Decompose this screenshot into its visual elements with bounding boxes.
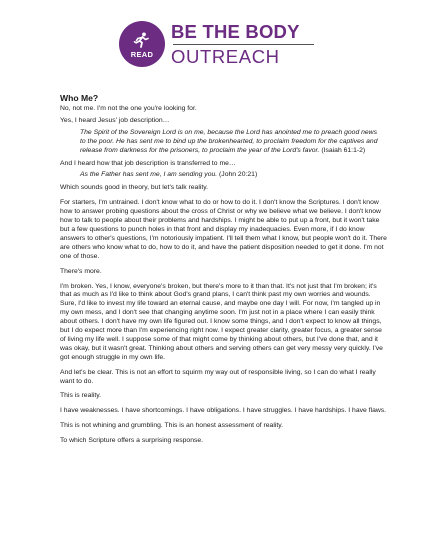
document-body (60, 93, 388, 452)
paragraph: I'm broken. Yes, I know, everyone's broken, but there's more to it than that. It's not just that I'm broken; it's that as much as I'd like to think about God's grand plans, I can't think past my own worries and wounds. Sure, I'd like to invest my life toward an eternal cause, and maybe one day I will. For now, I'm tangled up in my own mess, and I don't see that changing anytime soon. I'm just not in a place where I can easily think about others. I don't have my own life figured out. I know some things, and I don't expect to know all things, but I do expect more than I'm experiencing right now. I expect greater clarity, greater focus, a greater sense of living my life well. I suppose some of that might come by thinking about others, but I've done that, and it was okay, but it wasn't great. Thinking about others and serving others can get very messy very quickly. I've got enough struggle in my own life. (60, 282, 383, 361)
running-person-icon (133, 30, 151, 48)
paragraph: Which sounds good in theory, but let's talk reality. (60, 184, 209, 192)
scripture-quote (80, 129, 380, 156)
paragraph: I have weaknesses. I have shortcomings. I have obligations. I have struggles. I have hardships. I have flaws. (60, 407, 387, 415)
paragraph: And let's be clear. This is not an effort to squirm my way out of responsible living, so I can do what I really want to do. (60, 368, 376, 385)
paragraph: For starters, I'm untrained. I don't know what to do or how to do it. I don't know the Scriptures. I don't know how to answer probing questions about the cross of Christ or why we believe what we believe. I don't know how to talk to people about their problems and hardships. I might be able to put up a front, but it won't take but a few questions to punch holes in that front and display my inadequacies. Even more, if I do know answers to other's questions, I'm notoriously impatient. I'll tell them what I know, but people won't do it. There are others who know what to do, how to do it, and have the patient disposition needed to get it done. I'm not one of those. (60, 199, 387, 260)
badge-label: READ (130, 49, 154, 59)
paragraph: Yes, I heard Jesus' job description… (60, 116, 170, 124)
brand-subtitle: OUTREACH (171, 46, 280, 67)
page-title: Who Me? (60, 93, 99, 103)
quote-text: As the Father has sent me, I am sending you. (80, 171, 218, 179)
read-badge (119, 21, 165, 67)
brand-title: BE THE BODY (171, 21, 300, 42)
quote-text: The Spirit of the Sovereign Lord is on me, because the Lord has anointed me to preach good news to the poor. He has sent me to bind up the brokenhearted, to proclaim freedom for the captives and release from darkness for the prisoners, to proclaim the year of the Lord's favor. (80, 128, 378, 154)
paragraph: No, not me. I'm not the one you're looking for. (60, 105, 197, 112)
page-header (0, 0, 438, 72)
quote-reference: (John 20:21) (219, 171, 258, 179)
quote-reference: (Isaiah 61:1-2) (321, 146, 366, 154)
scripture-quote (80, 171, 380, 180)
paragraph: This is reality. (60, 392, 102, 400)
paragraph: To which Scripture offers a surprising response. (60, 437, 204, 445)
paragraph: This is not whining and grumbling. This is an honest assessment of reality. (60, 422, 284, 430)
paragraph: And I heard how that job description is transferred to me… (60, 159, 236, 167)
paragraph: There's more. (60, 267, 102, 275)
